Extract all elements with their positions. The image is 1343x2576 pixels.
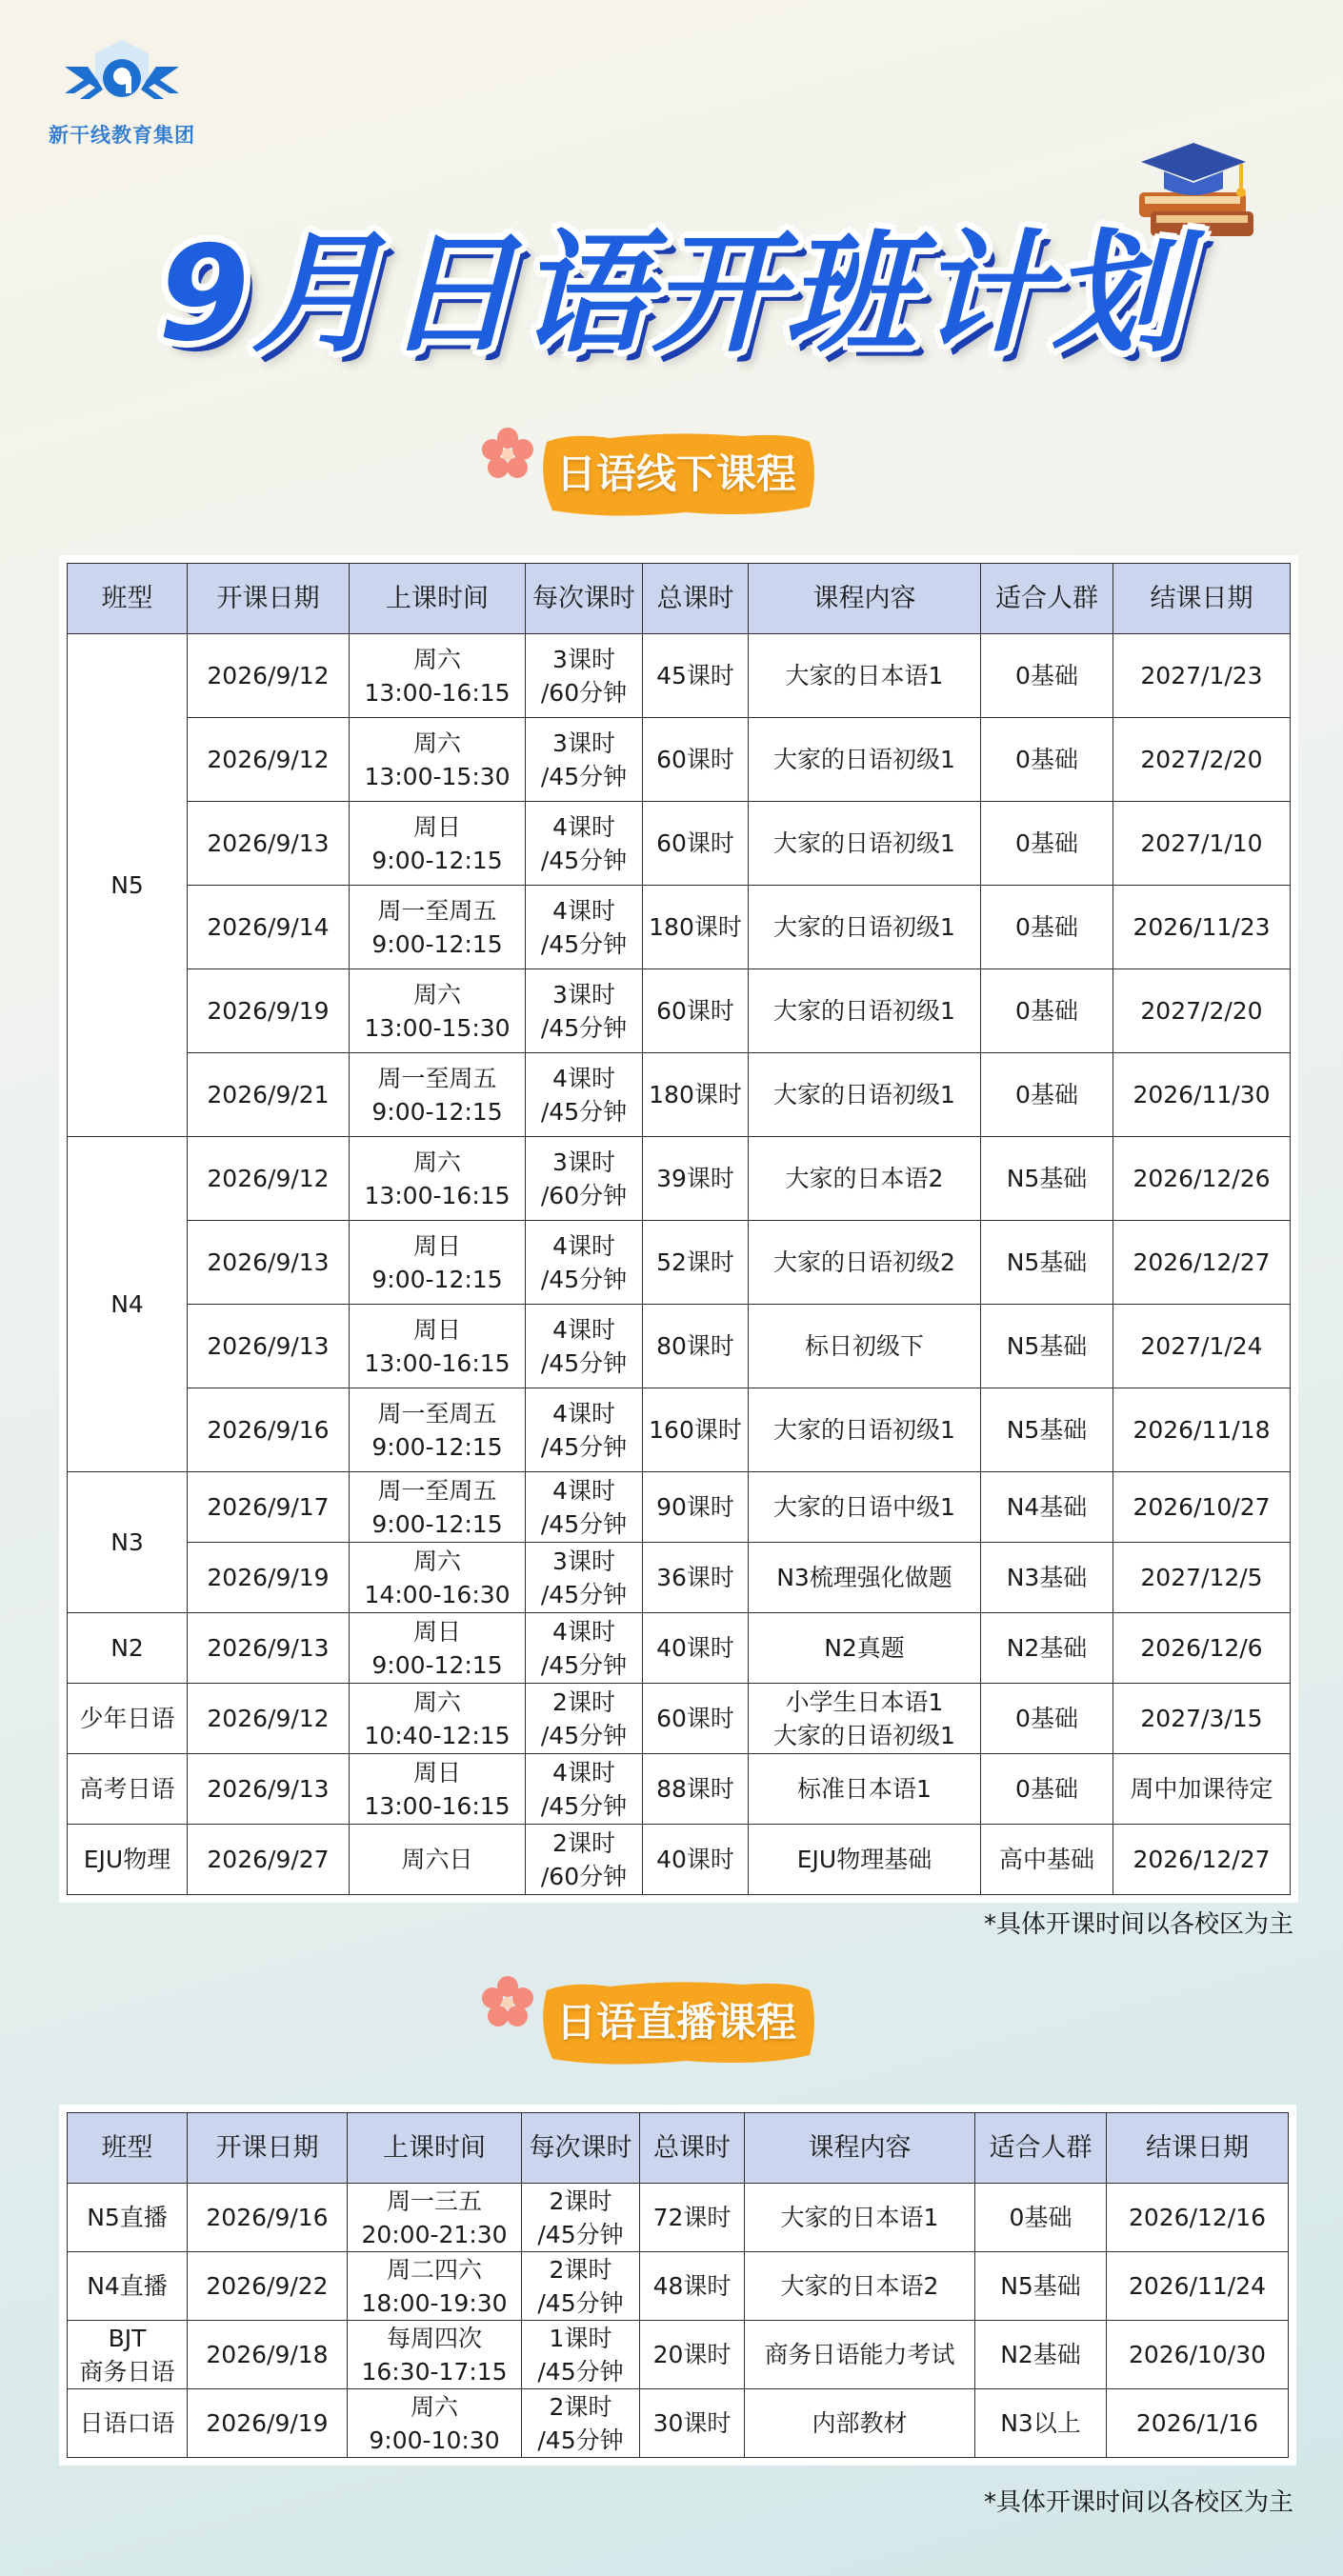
flower-icon [478,425,537,484]
cell-start-date: 2026/9/13 [188,802,350,886]
cell-end-date: 2026/12/27 [1113,1825,1291,1895]
cell-class-time: 周日 9:00-12:15 [350,1613,526,1684]
header-hours-per-session: 每次课时 [526,564,643,634]
footnote-offline: *具体开课时间以各校区为主 [983,1910,1293,1939]
cell-target-level: 0基础 [981,1754,1113,1825]
cell-course-content: 大家的日本语1 [749,634,981,718]
cell-class-type: N3 [68,1472,188,1613]
cell-hours-per-session: 4课时 /45分钟 [526,1472,643,1543]
cell-end-date: 2027/12/5 [1113,1543,1291,1613]
cell-class-time: 周六 13:00-16:15 [350,634,526,718]
cell-class-time: 周六日 [350,1825,526,1895]
table-row [68,1053,1291,1137]
cell-target-level: N2基础 [981,1613,1113,1684]
cell-total-hours: 72课时 [640,2184,745,2252]
cell-hours-per-session: 4课时 /45分钟 [526,1305,643,1388]
cell-class-time: 周六 14:00-16:30 [350,1543,526,1613]
table-row [68,1388,1291,1472]
cell-class-time: 周一至周五 9:00-12:15 [350,1053,526,1137]
cell-course-content: 标准日本语1 [749,1754,981,1825]
header-total-hours: 总课时 [640,2113,745,2184]
cell-target-level: 0基础 [981,886,1113,969]
cell-end-date: 2027/2/20 [1113,718,1291,802]
offline-course-table [59,555,1298,1903]
cell-hours-per-session: 3课时 /60分钟 [526,634,643,718]
table-row [68,802,1291,886]
cell-start-date: 2026/9/19 [188,2389,348,2458]
cell-start-date: 2026/9/17 [188,1472,350,1543]
header-target-level: 适合人群 [981,564,1113,634]
cell-end-date: 2027/1/10 [1113,802,1291,886]
cell-course-content: 大家的日语中级1 [749,1472,981,1543]
cell-end-date: 2027/1/23 [1113,634,1291,718]
cell-target-level: 0基础 [981,1053,1113,1137]
table-row [68,2321,1289,2389]
cell-total-hours: 180课时 [643,886,749,969]
cell-hours-per-session: 1课时 /45分钟 [522,2321,640,2389]
cell-class-time: 周一至周五 9:00-12:15 [350,1388,526,1472]
table-row [68,1825,1291,1895]
header-class-time: 上课时间 [348,2113,522,2184]
cell-end-date: 2027/3/15 [1113,1684,1291,1754]
cell-start-date: 2026/9/21 [188,1053,350,1137]
footnote-online: *具体开课时间以各校区为主 [983,2488,1293,2517]
cell-hours-per-session: 3课时 /60分钟 [526,1137,643,1221]
cell-total-hours: 88课时 [643,1754,749,1825]
cell-total-hours: 20课时 [640,2321,745,2389]
table-row [68,1613,1291,1684]
cell-target-level: N5基础 [981,1305,1113,1388]
header-total-hours: 总课时 [643,564,749,634]
header-end-date: 结课日期 [1113,564,1291,634]
cell-target-level: N2基础 [975,2321,1107,2389]
cell-target-level: 0基础 [981,802,1113,886]
cell-end-date: 2026/12/16 [1107,2184,1289,2252]
header-class-type: 班型 [68,2113,188,2184]
cell-target-level: 0基础 [981,718,1113,802]
cell-start-date: 2026/9/13 [188,1754,350,1825]
cell-target-level: 0基础 [975,2184,1107,2252]
cell-class-type: 日语口语 [68,2389,188,2458]
table-row [68,2252,1289,2321]
cell-hours-per-session: 3课时 /45分钟 [526,1543,643,1613]
table-row [68,2389,1289,2458]
cell-target-level: 0基础 [981,969,1113,1053]
cell-total-hours: 60课时 [643,718,749,802]
cell-total-hours: 60课时 [643,802,749,886]
cell-course-content: 大家的日语初级1 [749,718,981,802]
cell-total-hours: 60课时 [643,969,749,1053]
table-row [68,1684,1291,1754]
cell-class-time: 周六 13:00-15:30 [350,718,526,802]
cell-start-date: 2026/9/27 [188,1825,350,1895]
cell-course-content: 大家的日本语2 [749,1137,981,1221]
table-row [68,1472,1291,1543]
table-row [68,1305,1291,1388]
cell-hours-per-session: 2课时 /60分钟 [526,1825,643,1895]
cell-target-level: 0基础 [981,634,1113,718]
cell-start-date: 2026/9/22 [188,2252,348,2321]
cell-hours-per-session: 2课时 /45分钟 [522,2389,640,2458]
cell-course-content: 大家的日语初级2 [749,1221,981,1305]
cell-target-level: 0基础 [981,1684,1113,1754]
cell-class-time: 周六 13:00-15:30 [350,969,526,1053]
cell-class-time: 周一三五 20:00-21:30 [348,2184,522,2252]
cell-course-content: 大家的日语初级1 [749,802,981,886]
cell-end-date: 2026/10/27 [1113,1472,1291,1543]
flower-icon [478,1973,537,2032]
cell-class-type: BJT 商务日语 [68,2321,188,2389]
table-row [68,1543,1291,1613]
cell-target-level: N4基础 [981,1472,1113,1543]
cell-course-content: 内部教材 [745,2389,975,2458]
cell-end-date: 2026/11/30 [1113,1053,1291,1137]
table-header-row [68,2113,1289,2184]
cell-course-content: 大家的日本语1 [745,2184,975,2252]
cell-hours-per-session: 2课时 /45分钟 [526,1684,643,1754]
cell-start-date: 2026/9/12 [188,718,350,802]
cell-hours-per-session: 4课时 /45分钟 [526,1613,643,1684]
cell-start-date: 2026/9/16 [188,1388,350,1472]
cell-hours-per-session: 4课时 /45分钟 [526,1388,643,1472]
cell-start-date: 2026/9/13 [188,1613,350,1684]
cell-total-hours: 36课时 [643,1543,749,1613]
cell-hours-per-session: 3课时 /45分钟 [526,718,643,802]
cell-target-level: N3以上 [975,2389,1107,2458]
cell-target-level: N5基础 [981,1221,1113,1305]
cell-class-time: 周六 13:00-16:15 [350,1137,526,1221]
cell-end-date: 2026/1/16 [1107,2389,1289,2458]
cell-course-content: 大家的日语初级1 [749,969,981,1053]
cell-total-hours: 40课时 [643,1613,749,1684]
page-title: 9月日语开班计划 [157,217,1186,370]
header-class-type: 班型 [68,564,188,634]
table-row [68,1137,1291,1221]
cell-end-date: 2026/11/24 [1107,2252,1289,2321]
cell-start-date: 2026/9/12 [188,1684,350,1754]
cell-class-type: N5直播 [68,2184,188,2252]
cell-start-date: 2026/9/12 [188,1137,350,1221]
cell-target-level: N5基础 [981,1137,1113,1221]
cell-class-time: 周日 13:00-16:15 [350,1754,526,1825]
cell-hours-per-session: 4课时 /45分钟 [526,1754,643,1825]
cell-end-date: 周中加课待定 [1113,1754,1291,1825]
cell-class-type: N4 [68,1137,188,1472]
cell-target-level: N5基础 [975,2252,1107,2321]
header-target-level: 适合人群 [975,2113,1107,2184]
header-class-time: 上课时间 [350,564,526,634]
cell-start-date: 2026/9/13 [188,1221,350,1305]
cell-start-date: 2026/9/14 [188,886,350,969]
cell-target-level: 高中基础 [981,1825,1113,1895]
cell-total-hours: 60课时 [643,1684,749,1754]
cell-total-hours: 90课时 [643,1472,749,1543]
cell-hours-per-session: 4课时 /45分钟 [526,802,643,886]
cell-class-type: N2 [68,1613,188,1684]
cell-total-hours: 30课时 [640,2389,745,2458]
cell-total-hours: 45课时 [643,634,749,718]
section-title-online: 日语直播课程 [555,1999,796,2046]
section-badge-offline [533,429,819,520]
cell-hours-per-session: 4课时 /45分钟 [526,1053,643,1137]
section-badge-online [533,1977,819,2068]
cell-hours-per-session: 3课时 /45分钟 [526,969,643,1053]
cell-class-time: 周二四六 18:00-19:30 [348,2252,522,2321]
header-end-date: 结课日期 [1107,2113,1289,2184]
cell-total-hours: 80课时 [643,1305,749,1388]
table-header-row [68,564,1291,634]
cell-course-content: N2真题 [749,1613,981,1684]
cell-end-date: 2026/12/26 [1113,1137,1291,1221]
cell-total-hours: 40课时 [643,1825,749,1895]
cell-start-date: 2026/9/12 [188,634,350,718]
cell-course-content: 小学生日本语1 大家的日语初级1 [749,1684,981,1754]
cell-class-type: EJU物理 [68,1825,188,1895]
cell-start-date: 2026/9/18 [188,2321,348,2389]
table-row [68,1221,1291,1305]
cell-total-hours: 180课时 [643,1053,749,1137]
table-row [68,634,1291,718]
cell-course-content: 大家的日语初级1 [749,1388,981,1472]
cell-course-content: EJU物理基础 [749,1825,981,1895]
cell-total-hours: 48课时 [640,2252,745,2321]
header-hours-per-session: 每次课时 [522,2113,640,2184]
cell-start-date: 2026/9/19 [188,969,350,1053]
cell-hours-per-session: 4课时 /45分钟 [526,1221,643,1305]
table-row [68,718,1291,802]
cell-start-date: 2026/9/13 [188,1305,350,1388]
cell-end-date: 2026/11/23 [1113,886,1291,969]
cell-course-content: 标日初级下 [749,1305,981,1388]
cell-class-time: 每周四次 16:30-17:15 [348,2321,522,2389]
cell-end-date: 2026/10/30 [1107,2321,1289,2389]
cell-target-level: N3基础 [981,1543,1113,1613]
cell-hours-per-session: 2课时 /45分钟 [522,2184,640,2252]
cell-class-time: 周日 9:00-12:15 [350,1221,526,1305]
cell-class-time: 周一至周五 9:00-12:15 [350,1472,526,1543]
cell-start-date: 2026/9/19 [188,1543,350,1613]
header-start-date: 开课日期 [188,2113,348,2184]
header-course-content: 课程内容 [749,564,981,634]
cell-class-time: 周日 13:00-16:15 [350,1305,526,1388]
cell-class-time: 周一至周五 9:00-12:15 [350,886,526,969]
table-row [68,1754,1291,1825]
cell-class-time: 周六 9:00-10:30 [348,2389,522,2458]
cell-course-content: 大家的日语初级1 [749,886,981,969]
cell-target-level: N5基础 [981,1388,1113,1472]
cell-class-time: 周六 10:40-12:15 [350,1684,526,1754]
cell-end-date: 2026/12/27 [1113,1221,1291,1305]
cell-hours-per-session: 2课时 /45分钟 [522,2252,640,2321]
cell-class-time: 周日 9:00-12:15 [350,802,526,886]
cell-total-hours: 52课时 [643,1221,749,1305]
cell-class-type: 高考日语 [68,1754,188,1825]
brand-name: 新干线教育集团 [49,124,195,147]
cell-class-type: 少年日语 [68,1684,188,1754]
header-course-content: 课程内容 [745,2113,975,2184]
table-row [68,886,1291,969]
online-course-table [59,2105,1296,2466]
table-row [68,969,1291,1053]
cell-course-content: N3梳理强化做题 [749,1543,981,1613]
cell-class-type: N4直播 [68,2252,188,2321]
section-title-offline: 日语线下课程 [555,450,796,497]
cell-course-content: 大家的日本语2 [745,2252,975,2321]
cell-hours-per-session: 4课时 /45分钟 [526,886,643,969]
cell-end-date: 2026/12/6 [1113,1613,1291,1684]
table-row [68,2184,1289,2252]
cell-end-date: 2026/11/18 [1113,1388,1291,1472]
cell-end-date: 2027/1/24 [1113,1305,1291,1388]
cell-total-hours: 39课时 [643,1137,749,1221]
cell-course-content: 商务日语能力考试 [745,2321,975,2389]
cell-total-hours: 160课时 [643,1388,749,1472]
cell-class-type: N5 [68,634,188,1137]
cell-start-date: 2026/9/16 [188,2184,348,2252]
cell-end-date: 2027/2/20 [1113,969,1291,1053]
header-start-date: 开课日期 [188,564,350,634]
cell-course-content: 大家的日语初级1 [749,1053,981,1137]
